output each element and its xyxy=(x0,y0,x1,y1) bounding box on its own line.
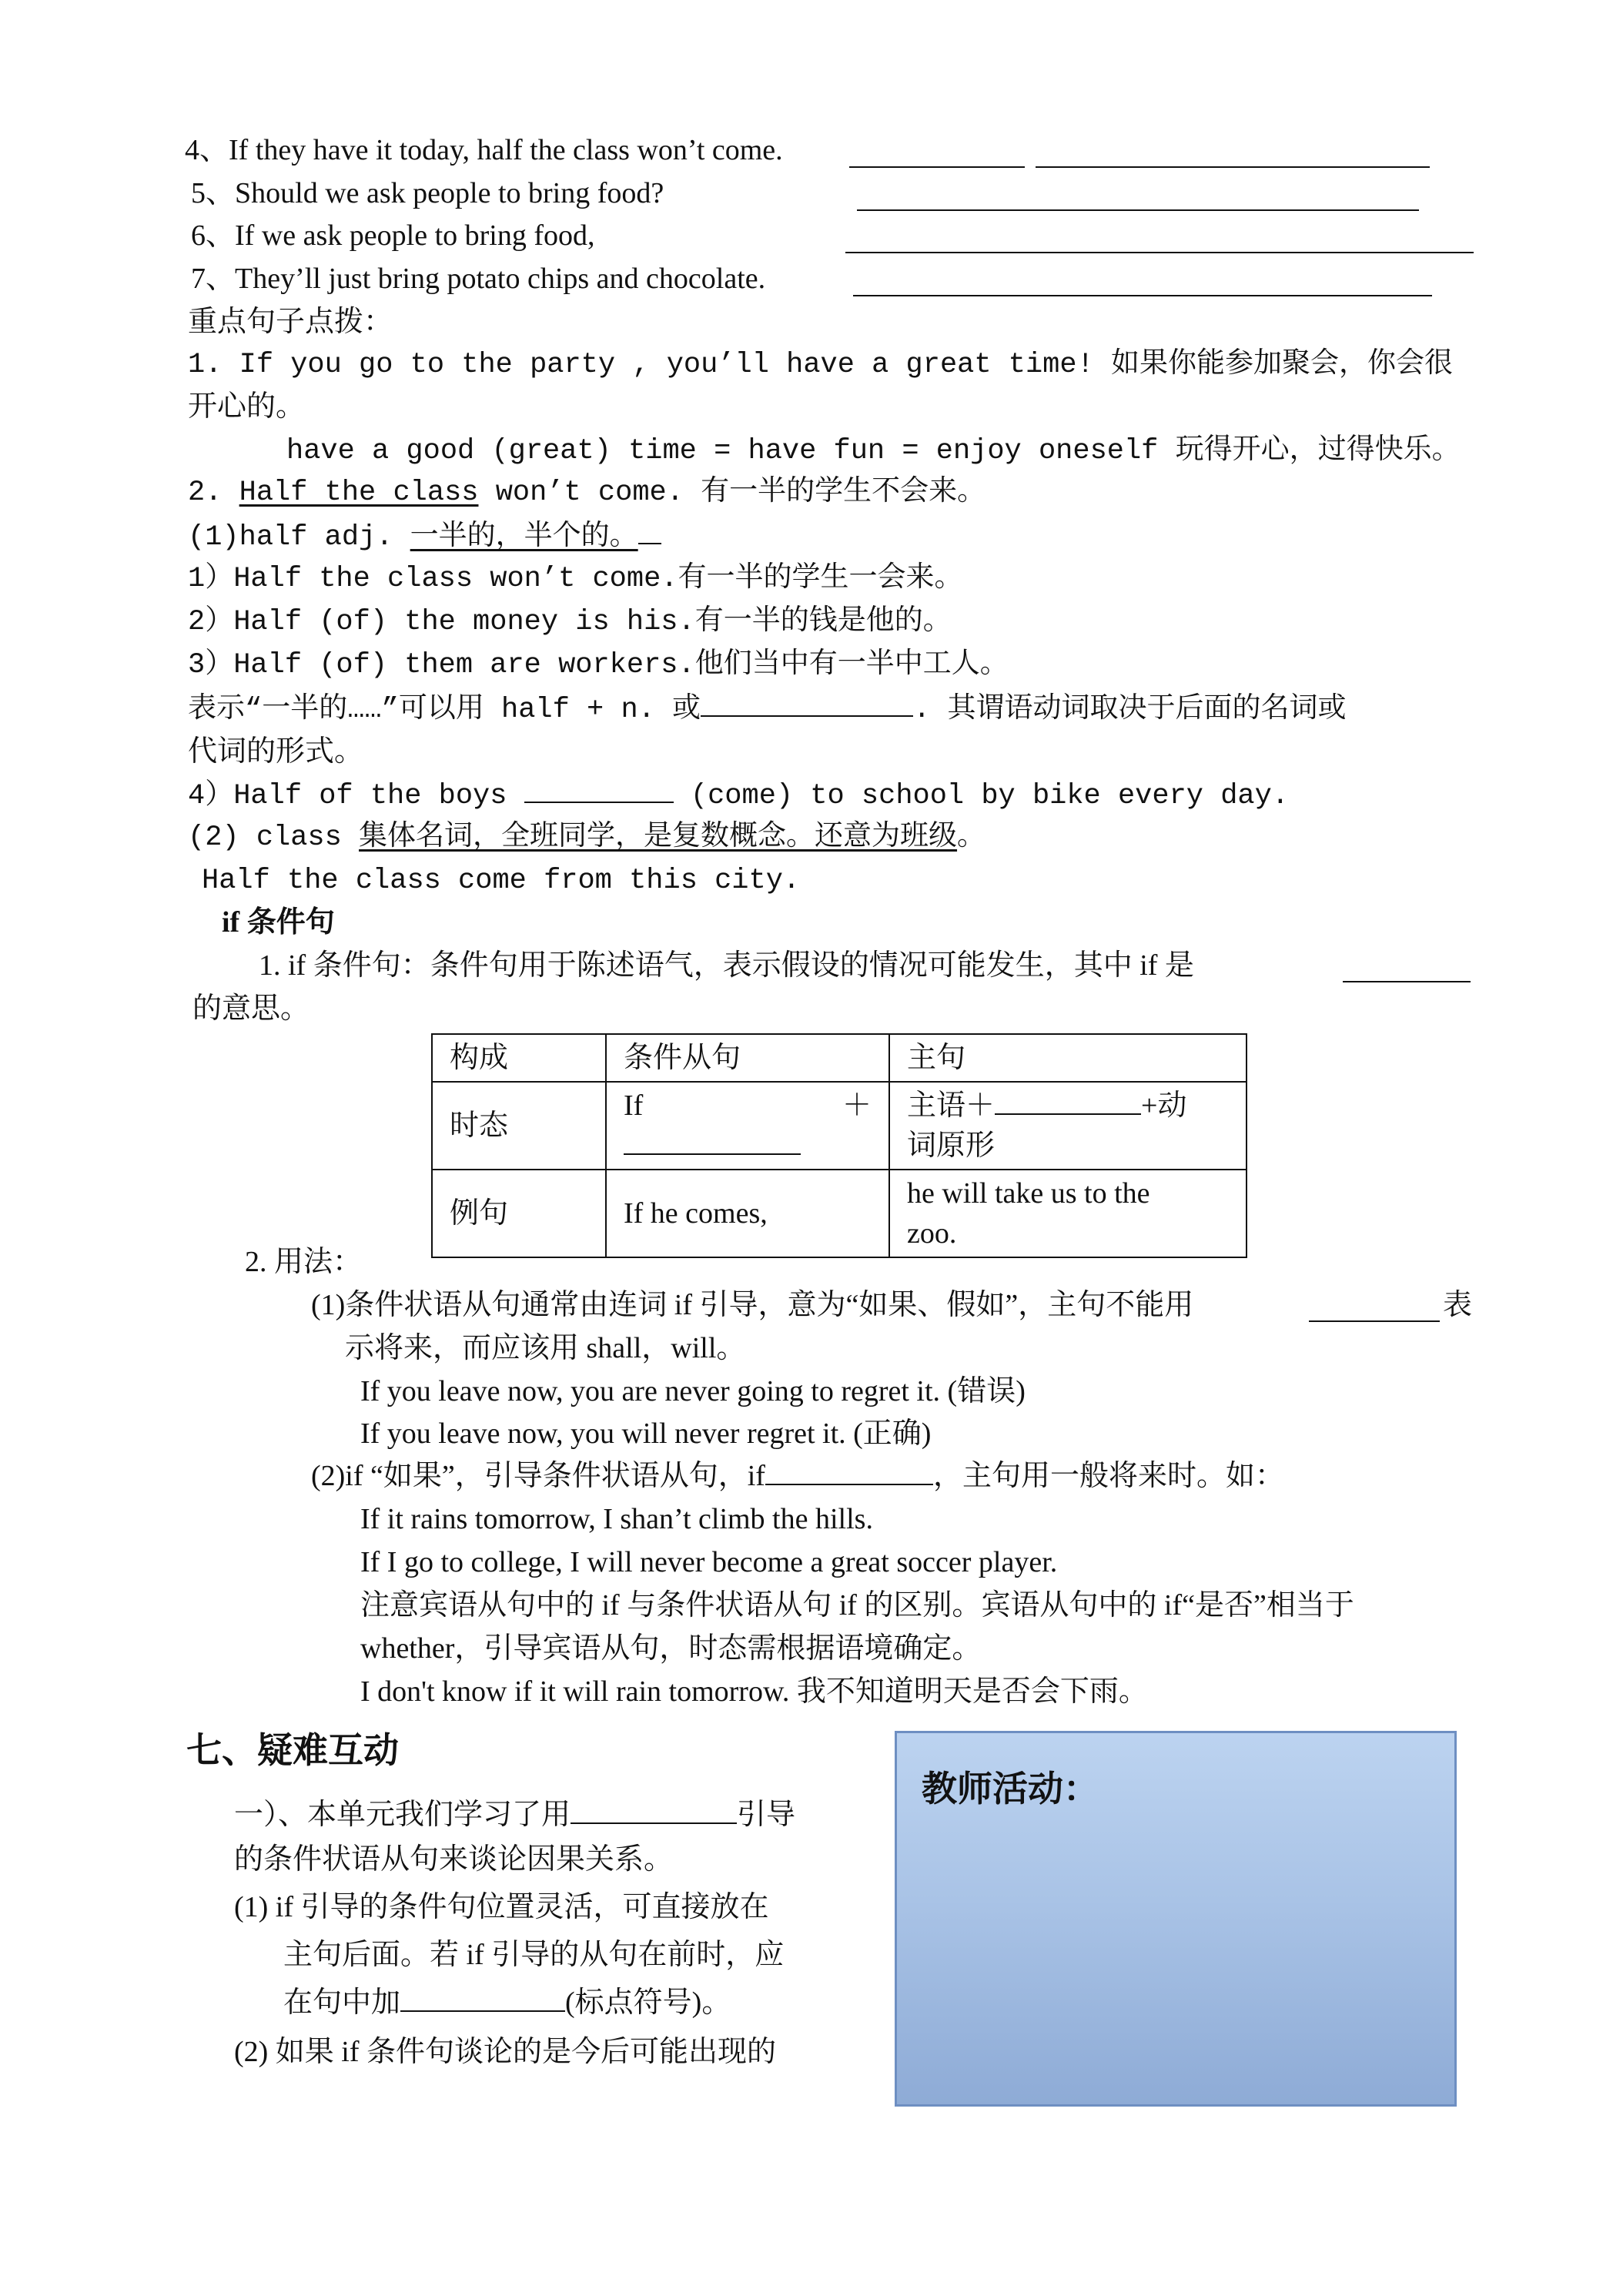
usage-1: (1)条件状语从句通常由连词 if 引导，意为“如果、假如”，主句不能用 xyxy=(311,1289,1194,1321)
section-7-line-3: (1) if 引导的条件句位置灵活，可直接放在 xyxy=(234,1891,769,1923)
phrase-have-a-good-time: have a good (great) time = have fun = enjoy oneself 玩得开心，过得快乐。 xyxy=(286,435,1461,467)
underlined-phrase: Half the class xyxy=(239,477,479,509)
answer-blank[interactable] xyxy=(845,250,1474,253)
table-cell-example-clause: If he comes, xyxy=(606,1170,889,1257)
usage-2 xyxy=(311,1457,1284,1495)
section-text: 在句中加 xyxy=(283,1986,401,2019)
table-row xyxy=(432,1082,1247,1170)
half-adj-definition xyxy=(188,517,661,557)
table-header-structure: 构成 xyxy=(432,1034,606,1082)
answer-blank[interactable] xyxy=(995,1087,1141,1115)
exercise-text: (come) to school by bike every day. xyxy=(673,780,1290,812)
example-main-text: he will take us to the xyxy=(907,1177,1150,1210)
formula-verb: +动 xyxy=(1141,1089,1187,1122)
exercise-text: 4）Half of the boys xyxy=(188,780,524,812)
half-rule-continued: 代词的形式。 xyxy=(188,735,364,768)
answer-blank[interactable] xyxy=(853,293,1432,296)
answer-blank[interactable] xyxy=(765,1458,933,1485)
exercise-5 xyxy=(191,174,664,213)
exercise-text: If we ask people to bring food, xyxy=(235,219,595,252)
key-point-1: 1. If you go to the party , you’ll have a great time! 如果你能参加聚会，你会很 xyxy=(188,349,1453,381)
section-7-line-6: (2) 如果 if 条件句谈论的是今后可能出现的 xyxy=(234,2036,777,2068)
key-point-2 xyxy=(188,474,986,512)
definition-underlined: 集体名词，全班同学，是复数概念。还意为班级 xyxy=(359,822,958,854)
table-cell-example-main xyxy=(889,1170,1247,1257)
half-exercise-4 xyxy=(188,775,1289,815)
key-point-1-continued: 开心的。 xyxy=(188,390,306,423)
section-text: 引导 xyxy=(737,1799,796,1831)
if-definition-continued: 的意思。 xyxy=(192,992,310,1025)
underline-extension xyxy=(638,517,661,544)
teacher-activity-title: 教师活动： xyxy=(922,1769,1099,1809)
table-cell-example: 例句 xyxy=(432,1170,606,1257)
answer-blank[interactable] xyxy=(1036,165,1430,168)
example-main-line xyxy=(907,1173,1229,1213)
answer-blank[interactable] xyxy=(524,775,674,803)
half-example-3: 3）Half (of) them are workers.他们当中有一半中工人。 xyxy=(188,649,1009,681)
exercise-text: They’ll just bring potato chips and chocolate. xyxy=(235,263,766,295)
table-row xyxy=(432,1170,1247,1257)
rule-text: . 其谓语动词取决于后面的名词或 xyxy=(913,694,1347,726)
note-line-1: 注意宾语从句中的 if 与条件状语从句 if 的区别。宾语从句中的 if“是否”相当于 xyxy=(360,1589,1354,1622)
main-formula xyxy=(907,1086,1229,1126)
half-rule xyxy=(188,689,1346,729)
exercise-text: Should we ask people to bring food? xyxy=(235,177,664,209)
usage-2-example-1: If it rains tomorrow, I shan’t climb the hills. xyxy=(360,1503,873,1535)
if-definition: 1. if 条件句：条件句用于陈述语气，表示假设的情况可能发生，其中 if 是 xyxy=(259,949,1194,982)
note-example: I don't know if it will rain tomorrow. 我不知道明天是否会下雨。 xyxy=(360,1675,1148,1708)
table-cell-tense: 时态 xyxy=(432,1082,606,1170)
section-7-line-4: 主句后面。若 if 引导的从句在前时，应 xyxy=(283,1939,785,1971)
note-line-2: whether，引导宾语从句，时态需根据语境确定。 xyxy=(360,1632,982,1665)
answer-blank[interactable] xyxy=(571,1796,737,1824)
section-text: 一）、本单元我们学习了用 xyxy=(234,1799,571,1831)
usage-text: (2)if “如果”，引导条件状语从句，if xyxy=(311,1460,765,1492)
section-7-title: 七、疑难互动 xyxy=(186,1731,399,1770)
usage-1-continued: 示将来，而应该用 shall，will。 xyxy=(345,1332,746,1364)
exercise-number: 4、 xyxy=(185,134,229,166)
half-example-1: 1）Half the class won’t come.有一半的学生一会来。 xyxy=(188,563,963,595)
formula-if: If xyxy=(624,1089,644,1122)
exercise-number: 6、 xyxy=(191,219,236,252)
section-text: (标点符号)。 xyxy=(565,1986,731,2019)
definition-underlined: 一半的，半个的。 xyxy=(410,521,638,554)
definition-label: (1)half adj. xyxy=(188,521,410,554)
table-header-clause: 条件从句 xyxy=(606,1034,889,1082)
if-structure-table xyxy=(431,1033,1247,1258)
formula-plus: ＋ xyxy=(842,1089,872,1122)
answer-blank[interactable] xyxy=(400,1984,565,2012)
table-row xyxy=(432,1034,1247,1082)
exercise-4 xyxy=(185,131,783,169)
formula-subject: 主语＋ xyxy=(907,1089,996,1122)
if-heading: if 条件句 xyxy=(222,906,335,939)
rule-text: 表示“一半的……”可以用 half + n. 或 xyxy=(188,694,701,726)
section-7-line-2: 的条件状语从句来谈论因果关系。 xyxy=(234,1843,674,1876)
example-main-text: zoo. xyxy=(907,1217,957,1250)
answer-blank[interactable] xyxy=(701,689,913,717)
key-sentences-heading: 重点句子点拨： xyxy=(188,306,393,338)
usage-1-example-wrong: If you leave now, you are never going to regret it. (错误) xyxy=(360,1375,1026,1407)
exercise-text: If they have it today, half the class won’t come. xyxy=(229,134,783,166)
section-7-line-5 xyxy=(283,1983,731,2022)
usage-2-example-2: If I go to college, I will never become a great soccer player. xyxy=(360,1546,1058,1578)
answer-blank[interactable] xyxy=(624,1127,801,1155)
answer-blank[interactable] xyxy=(1309,1319,1440,1322)
answer-blank[interactable] xyxy=(857,208,1419,211)
exercise-7 xyxy=(191,259,765,298)
clause-formula xyxy=(624,1086,872,1126)
teacher-activity-box[interactable] xyxy=(895,1731,1457,2107)
punctuation: 。 xyxy=(957,822,986,854)
key-point-text: won’t come. 有一半的学生不会来。 xyxy=(478,477,986,509)
usage-1-tail: 表 xyxy=(1443,1289,1473,1321)
class-definition xyxy=(188,818,986,857)
clause-blank-row xyxy=(624,1126,872,1166)
exercise-6 xyxy=(191,216,595,255)
exercise-number: 5、 xyxy=(191,177,236,209)
table-cell-main-tense xyxy=(889,1082,1247,1170)
exercise-number: 7、 xyxy=(191,263,236,295)
half-example-2: 2）Half (of) the money is his.有一半的钱是他的。 xyxy=(188,606,952,638)
usage-text: ，主句用一般将来时。如： xyxy=(932,1460,1284,1492)
definition-label: (2) class xyxy=(188,822,360,854)
usage-heading: 2. 用法： xyxy=(245,1246,363,1278)
key-point-number: 2. xyxy=(188,477,239,509)
answer-blank[interactable] xyxy=(849,165,1025,168)
answer-blank[interactable] xyxy=(1343,979,1471,982)
table-header-main: 主句 xyxy=(889,1034,1247,1082)
class-example: Half the class come from this city. xyxy=(202,865,801,897)
section-7-line-1 xyxy=(234,1796,795,1834)
usage-1-example-right: If you leave now, you will never regret it. (正确) xyxy=(360,1417,932,1450)
formula-base-form: 词原形 xyxy=(907,1130,996,1162)
table-cell-clause-tense xyxy=(606,1082,889,1170)
